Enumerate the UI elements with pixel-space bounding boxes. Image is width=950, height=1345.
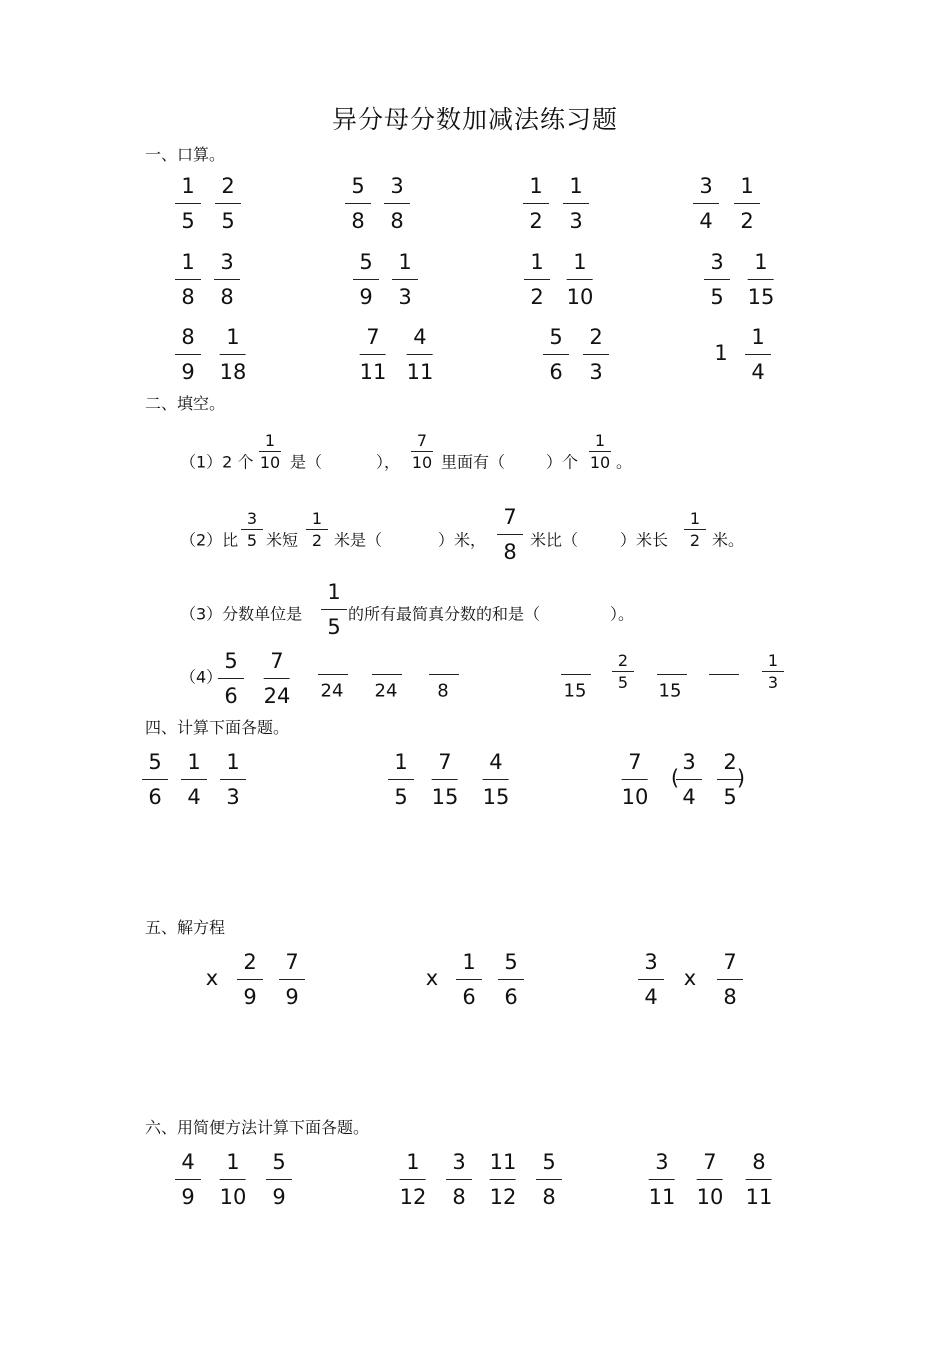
question-text: ）米， — [438, 530, 487, 550]
fraction: 1 3 — [762, 653, 784, 691]
fraction: 1 10 — [589, 431, 611, 472]
fraction: 5 8 — [345, 176, 371, 232]
fraction: 7 8 — [717, 952, 743, 1008]
fraction: 1 10 — [566, 250, 594, 309]
question-text: ）。 — [610, 604, 635, 624]
blank-numerator[interactable] — [318, 674, 348, 675]
fraction: 1 3 — [392, 252, 418, 308]
blank-denominator: 15 — [658, 680, 682, 702]
fraction: 1 4 — [745, 327, 771, 383]
fraction: 2 5 — [612, 653, 634, 691]
fraction: 2 9 — [237, 952, 263, 1008]
fraction: 1 6 — [456, 952, 482, 1008]
fraction: 7 15 — [431, 750, 459, 809]
question-text: 是（ — [290, 452, 323, 472]
fraction: 2 5 — [215, 176, 241, 232]
fraction: 5 9 — [353, 252, 379, 308]
whole-number: 1 — [714, 341, 728, 365]
section-heading-calc: 四、计算下面各题。 — [145, 718, 290, 737]
fraction: 3 8 — [214, 252, 240, 308]
fraction: 3 8 — [446, 1152, 472, 1208]
fraction: 1 10 — [219, 1150, 247, 1209]
fraction: 1 15 — [747, 250, 775, 309]
fraction: 3 5 — [704, 252, 730, 308]
question-text: 米是（ — [334, 530, 383, 550]
question-text: ）米长 — [620, 530, 669, 550]
fraction: 1 5 — [321, 582, 347, 638]
fraction: 2 5 — [717, 752, 743, 808]
fraction: 3 4 — [693, 176, 719, 232]
blank-denominator: 15 — [563, 680, 587, 702]
variable-x: x — [683, 966, 697, 990]
section-heading-fill: 二、填空。 — [145, 394, 226, 413]
left-parenthesis: ( — [670, 766, 680, 790]
fraction: 1 2 — [523, 176, 549, 232]
fraction: 7 8 — [497, 507, 523, 563]
blank-numerator[interactable] — [372, 674, 402, 675]
question-text: 米短 — [266, 530, 299, 550]
fraction: 1 2 — [306, 511, 328, 549]
fraction: 11 12 — [489, 1150, 517, 1209]
blank-numerator[interactable] — [561, 674, 591, 675]
fraction: 1 5 — [388, 752, 414, 808]
blank-numerator[interactable] — [429, 674, 459, 675]
fraction: 1 2 — [734, 176, 760, 232]
variable-x: x — [205, 966, 219, 990]
fraction: 8 9 — [175, 327, 201, 383]
fraction: 1 3 — [563, 176, 589, 232]
question-text: 的所有最简真分数的和是（ — [348, 604, 541, 624]
fraction: 7 10 — [411, 431, 433, 472]
question-text: （2）比 — [180, 530, 239, 550]
fraction: 4 15 — [482, 750, 510, 809]
fraction: 5 6 — [498, 952, 524, 1008]
blank-denominator: 24 — [374, 680, 398, 702]
fraction: 4 11 — [406, 325, 434, 384]
fraction: 7 9 — [279, 952, 305, 1008]
fraction: 5 6 — [218, 651, 244, 707]
question-text: ）， — [376, 452, 401, 472]
fraction: 5 9 — [266, 1152, 292, 1208]
fraction: 3 4 — [638, 952, 664, 1008]
fraction: 3 11 — [648, 1150, 676, 1209]
blank-denominator: 8 — [437, 680, 449, 702]
fraction: 7 24 — [263, 649, 291, 708]
fraction: 7 10 — [696, 1150, 724, 1209]
fraction: 3 4 — [676, 752, 702, 808]
fraction: 7 11 — [359, 325, 387, 384]
fraction: 5 8 — [536, 1152, 562, 1208]
fraction: 1 2 — [524, 252, 550, 308]
question-text: （1）2 个 — [180, 452, 254, 472]
question-text: 里面有（ — [441, 452, 506, 472]
section-heading-equation: 五、解方程 — [145, 918, 226, 937]
blank-numerator[interactable] — [657, 674, 687, 675]
fraction: 1 8 — [175, 252, 201, 308]
fraction: 1 2 — [684, 511, 706, 549]
section-heading-oral: 一、口算。 — [145, 145, 226, 164]
page-title: 异分母分数加减法练习题 — [331, 105, 618, 134]
fraction: 8 11 — [745, 1150, 773, 1209]
fraction: 5 6 — [142, 752, 168, 808]
fraction: 3 8 — [384, 176, 410, 232]
fraction: 4 9 — [175, 1152, 201, 1208]
section-heading-simplify: 六、用简便方法计算下面各题。 — [145, 1118, 370, 1137]
fraction: 1 3 — [220, 752, 246, 808]
question-text: （4） — [180, 667, 223, 687]
blank-denominator: 24 — [320, 680, 344, 702]
fraction: 1 12 — [399, 1150, 427, 1209]
fraction: 1 18 — [219, 325, 247, 384]
variable-x: x — [425, 966, 439, 990]
question-text: 米。 — [712, 530, 745, 550]
blank-fraction[interactable] — [709, 674, 739, 675]
question-text: ）个 — [546, 452, 579, 472]
question-text: 。 — [616, 452, 633, 472]
fraction: 1 10 — [259, 431, 281, 472]
fraction: 1 4 — [181, 752, 207, 808]
fraction: 1 5 — [175, 176, 201, 232]
right-parenthesis: ) — [736, 766, 746, 790]
question-text: 米比（ — [530, 530, 579, 550]
fraction: 7 10 — [621, 750, 649, 809]
fraction: 3 5 — [241, 511, 263, 549]
fraction: 5 6 — [543, 327, 569, 383]
fraction: 2 3 — [583, 327, 609, 383]
question-text: （3）分数单位是 — [180, 604, 303, 624]
